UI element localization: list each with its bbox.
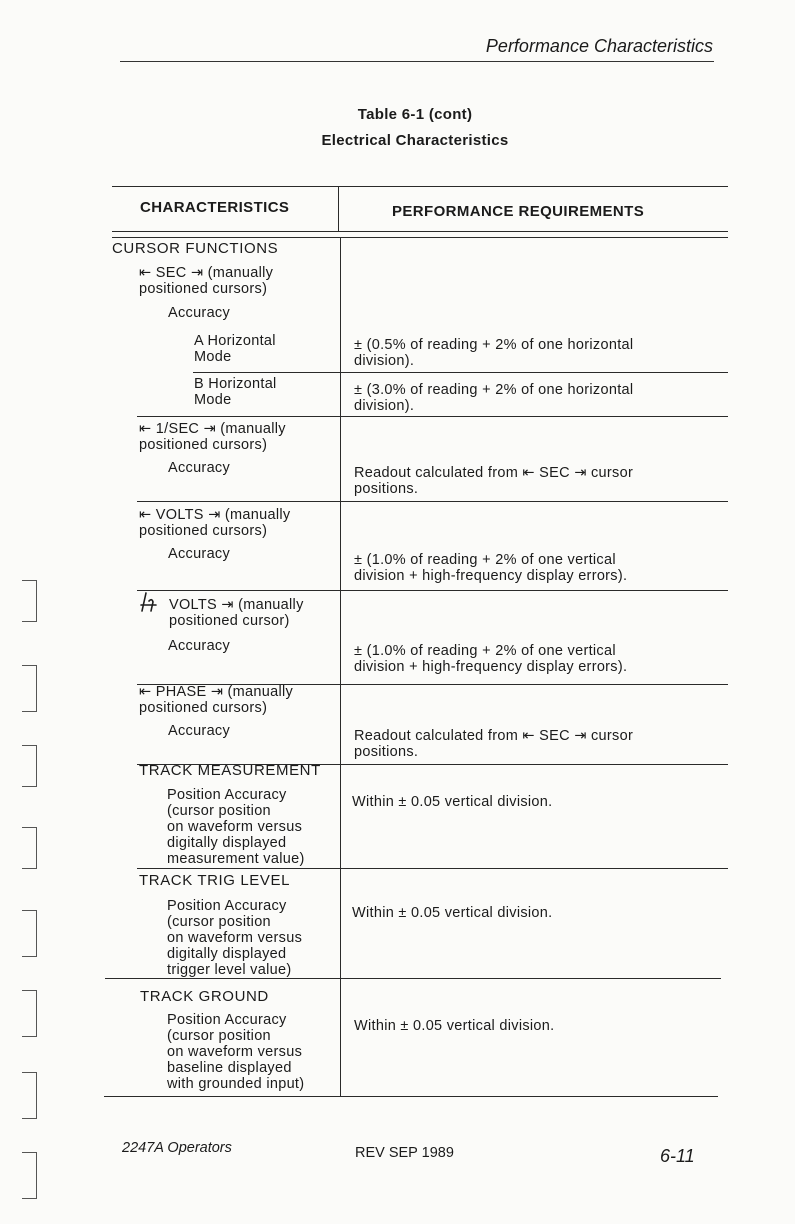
- edge-mark: [22, 580, 37, 622]
- header-rule: [120, 61, 714, 62]
- header-divider: [338, 186, 339, 231]
- table-title: Electrical Characteristics: [321, 132, 509, 149]
- ground-cursor-icon: [140, 592, 158, 612]
- edge-mark: [22, 745, 37, 787]
- track-measurement-requirement: Within ± 0.05 vertical division.: [352, 794, 553, 810]
- header-rule-1: [112, 231, 728, 232]
- edge-mark: [22, 990, 37, 1037]
- edge-mark: [22, 1072, 37, 1119]
- sec-accuracy-label: Accuracy: [168, 305, 231, 321]
- manual-name: 2247A Operators: [122, 1140, 232, 1156]
- revision-date: REV SEP 1989: [355, 1145, 454, 1161]
- row-divider: [137, 416, 728, 417]
- row-divider: [105, 978, 721, 979]
- row-divider: [137, 590, 728, 591]
- volts-requirement: ± (1.0% of reading + 2% of one vertical division + high-frequency display errors).: [354, 552, 628, 584]
- one-over-sec-requirement: Readout calculated from ⇤ SEC ⇥ cursor positions.: [354, 465, 634, 497]
- page-number: 6-11: [660, 1146, 695, 1166]
- volts-accuracy-label: Accuracy: [168, 546, 231, 562]
- volts-cursor-label: ⇤ VOLTS ⇥ (manually positioned cursors): [139, 507, 291, 539]
- a-horizontal-mode-label: A Horizontal Mode: [194, 333, 276, 365]
- phase-requirement: Readout calculated from ⇤ SEC ⇥ cursor positions.: [354, 728, 634, 760]
- cursor-functions-heading: CURSOR FUNCTIONS: [112, 240, 279, 257]
- sec-cursor-label: ⇤ SEC ⇥ (manually positioned cursors): [139, 265, 274, 297]
- track-trig-level-heading: TRACK TRIG LEVEL: [139, 872, 291, 889]
- section-title: Performance Characteristics: [485, 36, 713, 56]
- column-header-requirements: PERFORMANCE REQUIREMENTS: [392, 203, 645, 220]
- edge-mark: [22, 665, 37, 712]
- track-trig-level-detail: Position Accuracy (cursor position on waveform versus digitally displayed trigger level value): [167, 898, 303, 978]
- track-ground-detail: Position Accuracy (cursor position on waveform versus baseline displayed with grounded input): [167, 1012, 305, 1092]
- row-divider: [137, 868, 728, 869]
- ground-volts-cursor-label: VOLTS ⇥ (manually positioned cursor): [169, 597, 304, 629]
- edge-mark: [22, 1152, 37, 1199]
- b-horizontal-mode-label: B Horizontal Mode: [194, 376, 277, 408]
- phase-accuracy-label: Accuracy: [168, 723, 231, 739]
- table-bottom-rule: [104, 1096, 718, 1097]
- edge-mark: [22, 910, 37, 957]
- column-header-characteristics: CHARACTERISTICS: [140, 199, 290, 216]
- phase-cursor-label: ⇤ PHASE ⇥ (manually positioned cursors): [139, 684, 294, 716]
- b-horizontal-requirement: ± (3.0% of reading + 2% of one horizontal division).: [354, 382, 634, 414]
- ground-volts-requirement: ± (1.0% of reading + 2% of one vertical division + high-frequency display errors).: [354, 643, 628, 675]
- ground-volts-accuracy-label: Accuracy: [168, 638, 231, 654]
- track-ground-requirement: Within ± 0.05 vertical division.: [354, 1018, 555, 1034]
- track-trig-level-requirement: Within ± 0.05 vertical division.: [352, 905, 553, 921]
- header-rule-2: [112, 237, 728, 238]
- a-b-divider: [193, 372, 728, 373]
- one-over-sec-accuracy-label: Accuracy: [168, 460, 231, 476]
- track-measurement-detail: Position Accuracy (cursor position on waveform versus digitally displayed measurement value): [167, 787, 305, 867]
- edge-mark: [22, 827, 37, 869]
- track-measurement-heading: TRACK MEASUREMENT: [139, 762, 321, 779]
- one-over-sec-cursor-label: ⇤ 1/SEC ⇥ (manually positioned cursors): [139, 421, 286, 453]
- column-divider: [340, 237, 341, 1096]
- a-horizontal-requirement: ± (0.5% of reading + 2% of one horizontal division).: [354, 337, 634, 369]
- track-ground-heading: TRACK GROUND: [140, 988, 269, 1005]
- table-number: Table 6-1 (cont): [357, 106, 473, 123]
- row-divider: [137, 501, 728, 502]
- table-top-rule: [112, 186, 728, 187]
